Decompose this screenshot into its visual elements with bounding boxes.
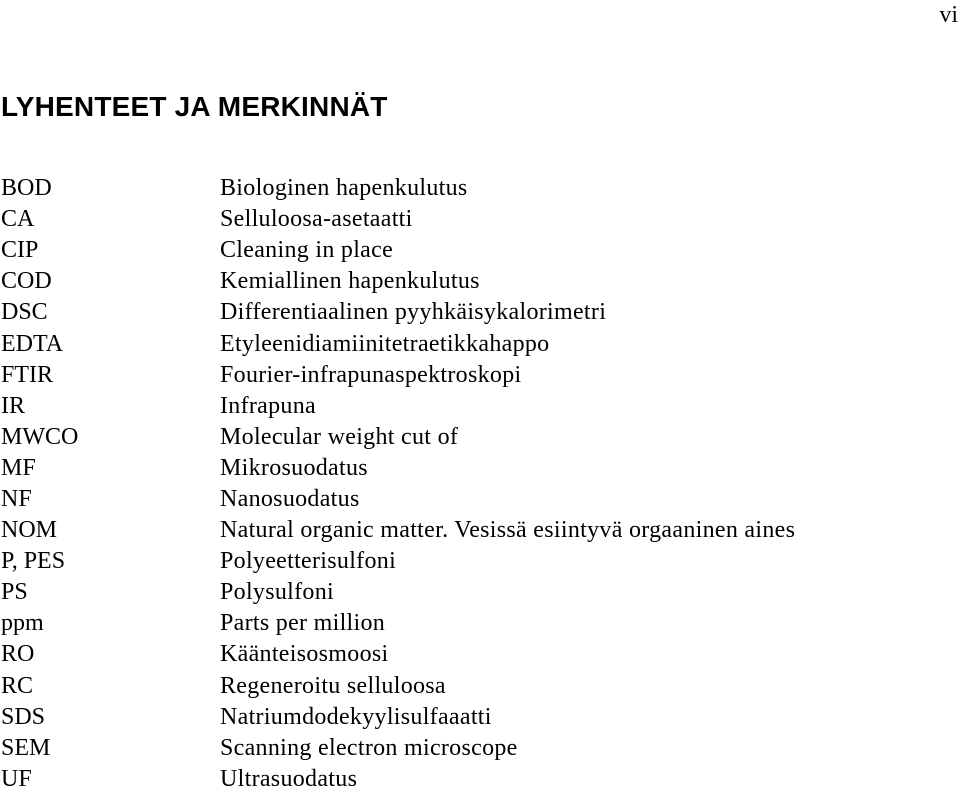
abbreviation-row [0, 204, 960, 235]
abbreviation-term: MF [1, 454, 36, 481]
abbreviation-row [0, 671, 960, 702]
abbreviation-row [0, 173, 960, 204]
abbreviation-row [0, 733, 960, 764]
abbreviation-term: CIP [1, 237, 39, 264]
page-title: LYHENTEET JA MERKINNÄT [1, 91, 388, 122]
abbreviation-term: NF [1, 485, 32, 512]
abbreviation-definition: Regeneroitu selluloosa [220, 672, 446, 699]
abbreviation-row [0, 360, 960, 391]
abbreviation-definition: Käänteisosmoosi [220, 641, 389, 668]
abbreviation-definition: Etyleenidiamiinitetraetikkahappo [220, 330, 550, 357]
abbreviation-row [0, 266, 960, 297]
abbreviation-definition: Kemiallinen hapenkulutus [220, 268, 480, 295]
abbreviation-term: BOD [1, 175, 52, 202]
abbreviation-term: NOM [1, 517, 58, 544]
abbreviation-definition: Natural organic matter. Vesissä esiintyvä orgaaninen aines [220, 517, 796, 544]
abbreviation-list [0, 173, 960, 795]
abbreviation-definition: Biologinen hapenkulutus [220, 175, 468, 202]
abbreviation-term: COD [1, 268, 52, 295]
abbreviation-term: UF [1, 765, 32, 792]
abbreviation-term: RC [1, 672, 34, 699]
abbreviation-definition: Infrapuna [220, 392, 316, 419]
abbreviation-row [0, 391, 960, 422]
abbreviation-definition: Differentiaalinen pyyhkäisykalorimetri [220, 299, 607, 326]
abbreviation-term: IR [1, 392, 25, 419]
abbreviation-term: SDS [1, 703, 46, 730]
abbreviation-row [0, 328, 960, 359]
abbreviation-row [0, 608, 960, 639]
abbreviation-row [0, 577, 960, 608]
abbreviation-term: P, PES [1, 548, 66, 575]
abbreviation-definition: Polysulfoni [220, 579, 334, 606]
abbreviation-row [0, 484, 960, 515]
abbreviation-row [0, 453, 960, 484]
abbreviation-row [0, 764, 960, 795]
abbreviation-row [0, 422, 960, 453]
abbreviation-row [0, 297, 960, 328]
abbreviation-definition: Selluloosa-asetaatti [220, 206, 413, 233]
abbreviation-definition: Natriumdodekyylisulfaaatti [220, 703, 492, 730]
abbreviation-term: DSC [1, 299, 48, 326]
abbreviation-term: RO [1, 641, 35, 668]
page-number: vi [939, 2, 958, 28]
abbreviation-definition: Molecular weight cut of [220, 423, 459, 450]
abbreviation-term: MWCO [1, 423, 79, 450]
abbreviation-term: ppm [1, 610, 44, 637]
abbreviation-definition: Ultrasuodatus [220, 765, 358, 792]
abbreviation-row [0, 639, 960, 670]
abbreviation-definition: Nanosuodatus [220, 485, 360, 512]
abbreviation-row [0, 515, 960, 546]
abbreviation-term: CA [1, 206, 35, 233]
abbreviation-term: SEM [1, 734, 51, 761]
abbreviation-definition: Cleaning in place [220, 237, 394, 264]
abbreviation-row [0, 546, 960, 577]
abbreviation-row [0, 235, 960, 266]
abbreviation-definition: Fourier-infrapunaspektroskopi [220, 361, 522, 388]
abbreviation-definition: Mikrosuodatus [220, 454, 368, 481]
abbreviation-definition: Parts per million [220, 610, 386, 637]
abbreviation-term: EDTA [1, 330, 64, 357]
abbreviation-term: PS [1, 579, 28, 606]
abbreviation-definition: Scanning electron microscope [220, 734, 518, 761]
abbreviation-term: FTIR [1, 361, 54, 388]
abbreviation-definition: Polyeetterisulfoni [220, 548, 397, 575]
abbreviation-row [0, 702, 960, 733]
